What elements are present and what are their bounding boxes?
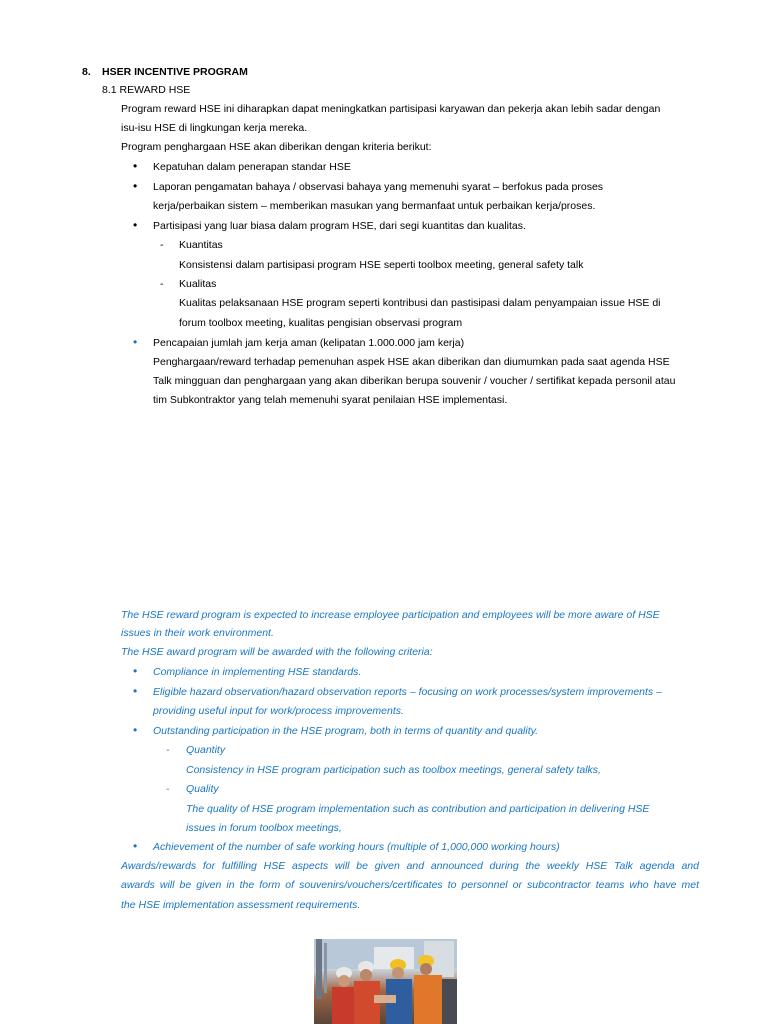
en-intro-line-2: issues in their work environment. [121,627,274,639]
en-bullet-2-line-1: Eligible hazard observation/hazard observation reports – focusing on work processes/system improvements – [153,686,662,698]
id-bullet-3: Partisipasi yang luar biasa dalam program HSE, dari segi kuantitas dan kualitas. [153,220,526,232]
id-quality-text-1: Kualitas pelaksanaan HSE program seperti kontribusi dan pastisipasi dalam penyampaian issue HSE di [179,297,661,309]
en-closing-line-1: Awards/rewards for fulfilling HSE aspects will be given and announced during the weekly HSE Talk agenda and [121,860,699,872]
bullet-icon: • [133,664,138,678]
id-bullet-2-line-1: Laporan pengamatan bahaya / observasi bahaya yang memenuhi syarat – berfokus pada proses [153,181,604,193]
section-title: HSER INCENTIVE PROGRAM [102,66,248,78]
section-number: 8. [82,66,91,78]
en-quality-title: Quality [186,783,219,795]
en-closing-line-3: the HSE implementation assessment requirements. [121,899,361,911]
en-bullet-1: Compliance in implementing HSE standards. [153,666,362,678]
en-bullet-4: Achievement of the number of safe working hours (multiple of 1,000,000 working hours) [153,841,560,853]
id-intro-line-2: isu-isu HSE di lingkungan kerja mereka. [121,122,308,134]
id-bullet-4: Pencapaian jumlah jam kerja aman (kelipatan 1.000.000 jam kerja) [153,337,465,349]
bullet-icon: • [133,179,138,193]
bullet-icon: • [133,218,138,232]
bullet-icon: • [133,723,138,737]
id-quantity-text: Konsistensi dalam partisipasi program HSE seperti toolbox meeting, general safety talk [179,259,584,271]
id-bullet-4-text-1: Penghargaan/reward terhadap pemenuhan aspek HSE akan diberikan dan diumumkan pada saat agenda HSE [153,356,670,368]
subsection-title: 8.1 REWARD HSE [102,84,191,96]
dash-icon: - [160,278,164,290]
id-quantity-title: Kuantitas [179,239,223,251]
id-intro-line-1: Program reward HSE ini diharapkan dapat meningkatkan partisipasi karyawan dan pekerja akan lebih sadar dengan [121,103,661,115]
en-intro-line-1: The HSE reward program is expected to increase employee participation and employees will be more aware of HSE [121,609,660,621]
id-criteria-intro: Program penghargaan HSE akan diberikan dengan kriteria berikut: [121,141,432,153]
dash-icon: - [166,783,170,795]
id-bullet-2-line-2: kerja/perbaikan sistem – memberikan masukan yang bermanfaat untuk perbaikan kerja/proses. [153,200,596,212]
workers-illustration [314,939,457,1024]
bullet-icon: • [133,335,138,349]
en-quality-text-2: issues in forum toolbox meetings, [186,822,342,834]
bullet-icon: • [133,684,138,698]
workers-photo [314,939,457,1024]
id-bullet-4-text-3: tim Subkontraktor yang telah memenuhi syarat penilaian HSE implementasi. [153,394,508,406]
en-quantity-title: Quantity [186,744,226,756]
id-quality-title: Kualitas [179,278,217,290]
id-bullet-1: Kepatuhan dalam penerapan standar HSE [153,161,351,173]
dash-icon: - [160,239,164,251]
en-bullet-3: Outstanding participation in the HSE program, both in terms of quantity and quality. [153,725,539,737]
id-quality-text-2: forum toolbox meeting, kualitas pengisian observasi program [179,317,463,329]
dash-icon: - [166,744,170,756]
en-quantity-text: Consistency in HSE program participation such as toolbox meetings, general safety talks, [186,764,601,776]
en-criteria-intro: The HSE award program will be awarded with the following criteria: [121,646,433,658]
en-bullet-2-line-2: providing useful input for work/process improvements. [153,705,404,717]
id-bullet-4-text-2: Talk mingguan dan penghargaan yang akan diberikan berupa souvenir / voucher / sertifikat kepada personil atau [153,375,676,387]
en-quality-text-1: The quality of HSE program implementation such as contribution and participation in delivering HSE [186,803,650,815]
bullet-icon: • [133,159,138,173]
bullet-icon: • [133,839,138,853]
en-closing-line-2: awards will be given in the form of souvenirs/vouchers/certificates to personnel or subcontractor teams who have met [121,879,699,891]
